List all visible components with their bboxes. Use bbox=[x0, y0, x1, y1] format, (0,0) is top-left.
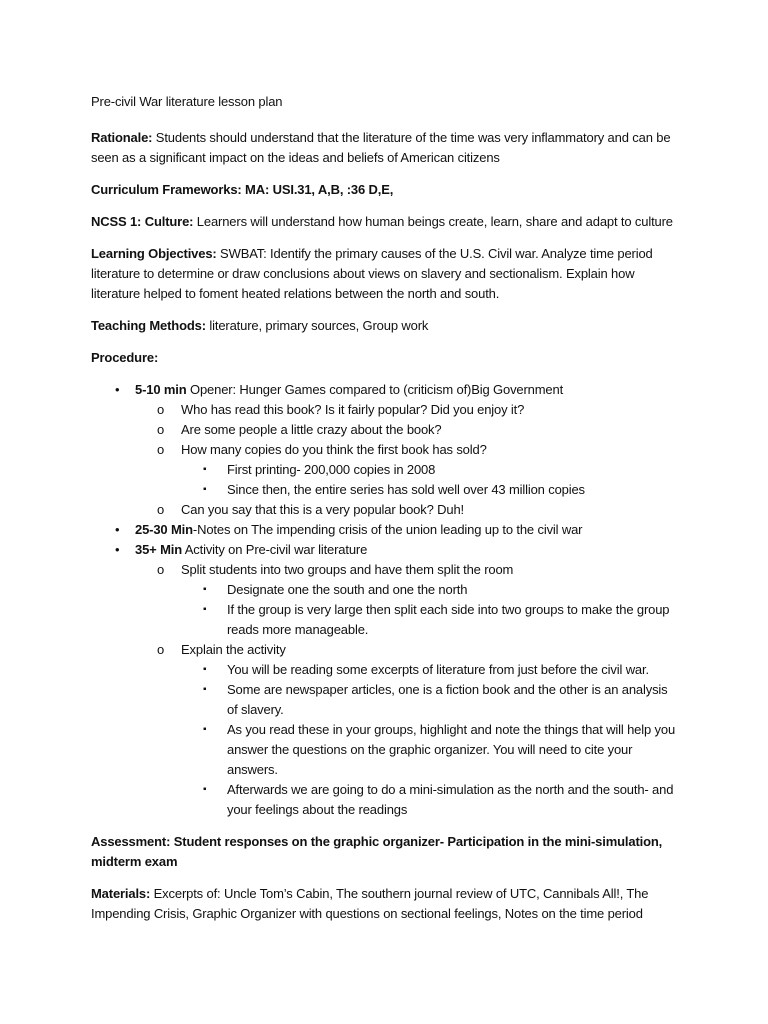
objectives-label: Learning Objectives: bbox=[91, 246, 217, 261]
methods-paragraph bbox=[91, 316, 681, 336]
opener-text: Opener: Hunger Games compared to (criticism of)Big Government bbox=[186, 382, 564, 397]
copies-question: How many copies do you think the first book has sold? bbox=[181, 442, 487, 457]
list-item: ▪ You will be reading some excerpts of literature from just before the civil war. bbox=[181, 660, 681, 680]
split-step: Split students into two groups and have them split the room bbox=[181, 562, 514, 577]
activity-text: Activity on Pre-civil war literature bbox=[182, 542, 368, 557]
ncss-paragraph bbox=[91, 212, 681, 232]
procedure-heading: Procedure: bbox=[91, 350, 159, 365]
ncss-label: NCSS 1: Culture: bbox=[91, 214, 194, 229]
activity-time: 35+ Min bbox=[135, 542, 182, 557]
activity-steps bbox=[135, 560, 681, 820]
list-item: ▪ Afterwards we are going to do a mini-simulation as the north and the south- and your feelings about the readings bbox=[181, 780, 681, 820]
list-item bbox=[135, 560, 681, 640]
copies-facts bbox=[181, 460, 681, 500]
assessment-paragraph bbox=[91, 832, 681, 872]
split-details bbox=[181, 580, 681, 640]
notes-time: 25-30 Min bbox=[135, 522, 193, 537]
list-item: ▪ First printing- 200,000 copies in 2008 bbox=[181, 460, 681, 480]
list-item bbox=[91, 540, 681, 820]
objectives-paragraph bbox=[91, 244, 681, 304]
explain-step: Explain the activity bbox=[181, 642, 286, 657]
rationale-paragraph bbox=[91, 128, 681, 168]
list-item: ▪ Since then, the entire series has sold well over 43 million copies bbox=[181, 480, 681, 500]
frameworks-paragraph bbox=[91, 180, 681, 200]
list-item: ▪ If the group is very large then split each side into two groups to make the group reads more manageable. bbox=[181, 600, 681, 640]
rationale-label: Rationale: bbox=[91, 130, 153, 145]
list-item bbox=[91, 380, 681, 520]
frameworks-label: Curriculum Frameworks: MA: USI.31, A,B, :36 D,E, bbox=[91, 182, 394, 197]
list-item bbox=[135, 640, 681, 820]
list-item: ▪ Designate one the south and one the north bbox=[181, 580, 681, 600]
opener-time: 5-10 min bbox=[135, 382, 187, 397]
document-title: Pre-civil War literature lesson plan bbox=[91, 94, 283, 109]
materials-label: Materials: bbox=[91, 886, 151, 901]
ncss-text: Learners will understand how human beings create, learn, share and adapt to culture bbox=[193, 214, 673, 229]
list-item: o Who has read this book? Is it fairly popular? Did you enjoy it? bbox=[135, 400, 681, 420]
list-item: o Can you say that this is a very popular book? Duh! bbox=[135, 500, 681, 520]
rationale-text: Students should understand that the literature of the time was very inflammatory and can be seen as a significant impact on the ideas and beliefs of American citizens bbox=[91, 130, 671, 165]
notes-text: -Notes on The impending crisis of the union leading up to the civil war bbox=[192, 522, 583, 537]
list-item bbox=[91, 520, 681, 540]
list-item: ▪ As you read these in your groups, highlight and note the things that will help you answer the questions on the graphic organizer. You will need to cite your answers. bbox=[181, 720, 681, 780]
list-item bbox=[135, 440, 681, 500]
lesson-plan-body bbox=[91, 92, 681, 936]
procedure-list-wrap bbox=[91, 380, 681, 820]
methods-text: literature, primary sources, Group work bbox=[205, 318, 429, 333]
explain-details bbox=[181, 660, 681, 820]
methods-label: Teaching Methods: bbox=[91, 318, 206, 333]
list-item: o Are some people a little crazy about the book? bbox=[135, 420, 681, 440]
materials-paragraph bbox=[91, 884, 681, 924]
list-item: ▪ Some are newspaper articles, one is a fiction book and the other is an analysis of slavery. bbox=[181, 680, 681, 720]
objectives-text: SWBAT: Identify the primary causes of the U.S. Civil war. Analyze time period literature to determine or draw conclusions about views on slavery and sectionalism. Explain how literature helped to foment heated relations between the north and south. bbox=[91, 246, 653, 301]
materials-text: Excerpts of: Uncle Tom’s Cabin, The southern journal review of UTC, Cannibals All!, The Impending Crisis, Graphic Organizer with questions on sectional feelings, Notes on the time period bbox=[91, 886, 649, 921]
assessment-label: Assessment: Student responses on the graphic organizer- Participation in the mini-simulation, midterm exam bbox=[91, 834, 663, 869]
opener-questions bbox=[135, 400, 681, 520]
procedure-list bbox=[91, 380, 681, 820]
